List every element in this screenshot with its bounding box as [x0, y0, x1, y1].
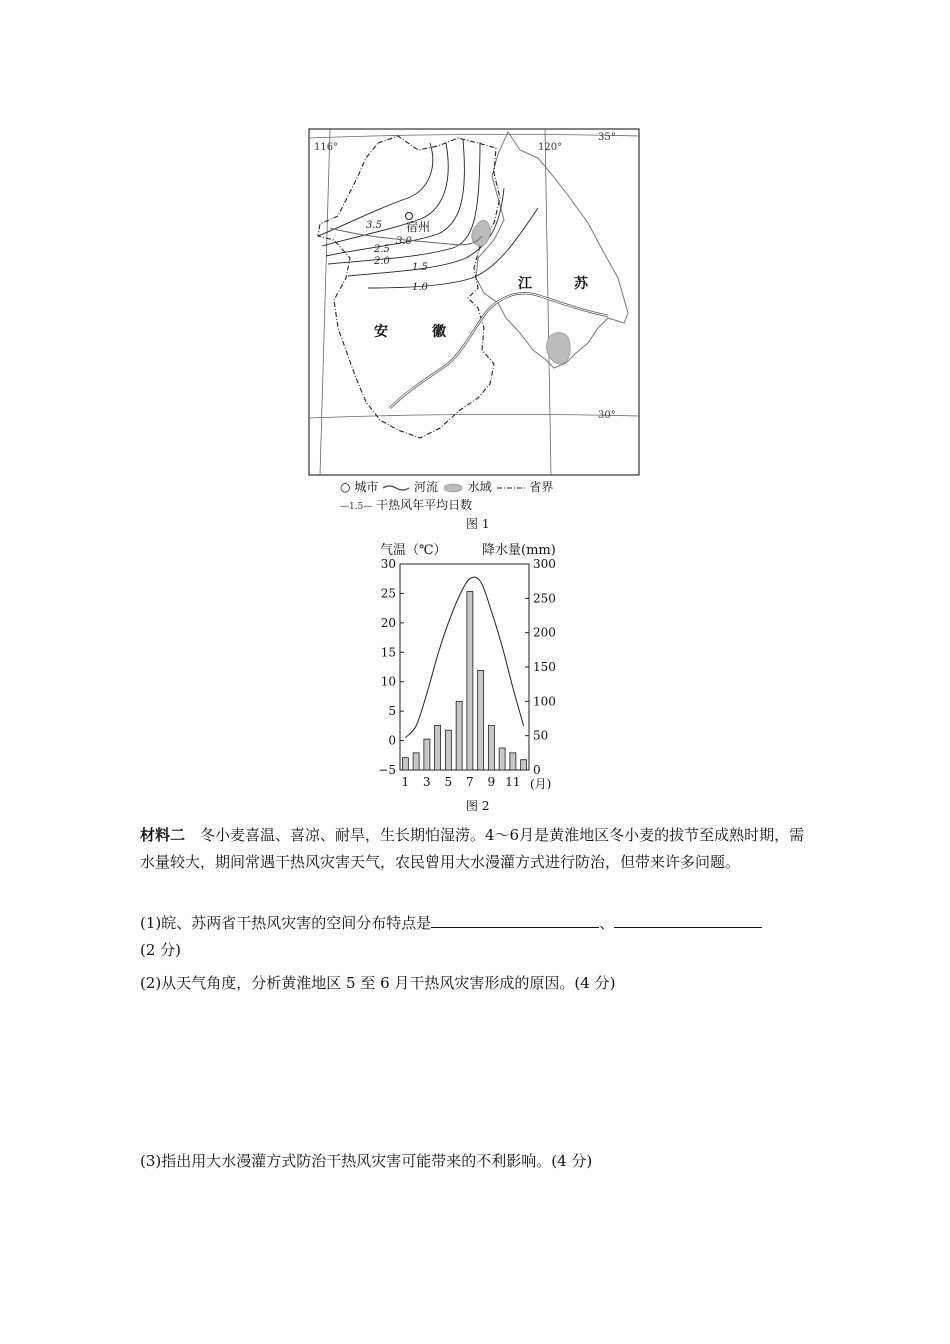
question-1-score: (2 分)	[140, 941, 182, 959]
left-tick-label: 20	[380, 615, 396, 630]
isoline-label-3.5: 3.5	[366, 220, 382, 231]
plot-frame	[400, 564, 529, 770]
temperature-line	[405, 577, 523, 737]
map-legend-isoline: —1.5— 干热风年平均日数	[340, 498, 473, 512]
left-tick-label: 0	[388, 733, 396, 748]
figure2-chart	[360, 540, 590, 798]
x-ticks	[402, 775, 521, 789]
right-tick-label: 0	[533, 763, 541, 777]
map-frame	[309, 129, 639, 475]
precipitation-bar	[413, 753, 419, 770]
right-tick-label: 150	[533, 660, 556, 674]
right-tick-label: 50	[533, 728, 549, 743]
map-legend	[340, 478, 553, 495]
question-1-text: (1)皖、苏两省干热风灾害的空间分布特点是	[140, 914, 432, 932]
precipitation-bar	[435, 725, 441, 770]
x-tick-label: 1	[401, 775, 410, 789]
question-1	[140, 910, 812, 964]
left-axis-label: 气温（℃）	[380, 543, 447, 558]
right-tick-label: 250	[533, 591, 556, 606]
lat-label-35: 35°	[598, 132, 616, 143]
border-legend-icon	[496, 484, 526, 492]
water-legend-icon	[442, 483, 464, 493]
x-unit-label: (月)	[530, 777, 552, 791]
x-tick-label: 11	[505, 775, 521, 789]
lon-label-116: 116°	[314, 142, 339, 153]
isoline-label-1.0: 1.0	[412, 282, 428, 293]
city-marker	[406, 213, 413, 220]
x-tick-label: 3	[423, 775, 431, 789]
left-tick-label: 10	[380, 674, 396, 689]
precipitation-bar	[445, 730, 451, 770]
question-3: (3)指出用大水漫灌方式防治干热风灾害可能带来的不利影响。(4 分)	[140, 1152, 593, 1170]
x-tick-label: 9	[487, 775, 496, 789]
right-ticks	[525, 557, 556, 777]
figure1-map	[308, 128, 640, 476]
question-1-separator: 、	[599, 914, 615, 932]
isoline-label-2.0: 2.0	[374, 256, 390, 267]
x-tick-label: 5	[444, 775, 453, 789]
legend-isoline-sample: 1.5	[349, 502, 364, 512]
precipitation-bar	[456, 701, 462, 770]
right-tick-label: 200	[533, 625, 556, 640]
lat-label-30: 30°	[598, 410, 616, 421]
material-two-paragraph	[140, 822, 812, 876]
left-tick-label: 30	[380, 557, 396, 571]
province-label-jiang: 江	[518, 276, 532, 292]
precipitation-bar	[499, 748, 505, 770]
question-2: (2)从天气角度，分析黄淮地区 5 至 6 月干热风灾害形成的原因。(4 分)	[140, 974, 616, 992]
precipitation-bar	[510, 753, 516, 770]
precipitation-bar	[478, 670, 484, 770]
x-tick-label: 7	[466, 775, 474, 789]
figure2-caption: 图 2	[466, 799, 490, 813]
legend-city: 城市	[354, 480, 379, 494]
material-label: 材料二	[140, 826, 186, 844]
left-tick-label: 15	[380, 645, 396, 660]
map-svg	[308, 128, 640, 476]
province-label-an: 安	[374, 324, 388, 340]
chart-svg	[360, 540, 590, 798]
answer-blank-2[interactable]	[614, 911, 762, 928]
precipitation-bar	[488, 725, 494, 770]
material-body: 冬小麦喜温、喜凉、耐旱，生长期怕湿涝。4～6月是黄淮地区冬小麦的拔节至成熟时期，需水量较大，期间常遇干热风灾害天气，农民曾用大水漫灌方式进行防治，但带来许多问题。	[140, 826, 805, 871]
province-label-su: 苏	[574, 276, 588, 292]
isoline-legend-icon: —	[340, 502, 349, 512]
right-tick-label: 100	[533, 694, 556, 709]
left-tick-label: 25	[380, 586, 396, 601]
legend-river: 河流	[413, 480, 438, 494]
precipitation-bar	[521, 760, 527, 770]
province-label-hui: 徽	[432, 324, 446, 340]
precipitation-bar	[424, 739, 430, 770]
isoline-label-3.0: 3.0	[396, 236, 412, 247]
answer-blank-1[interactable]	[431, 911, 599, 928]
city-label-suzhou: 宿州	[406, 220, 431, 234]
precipitation-bar	[467, 591, 473, 770]
right-tick-label: 300	[533, 557, 556, 571]
lon-label-120: 120°	[538, 142, 563, 153]
left-tick-label: 5	[388, 704, 396, 719]
legend-border: 省界	[529, 480, 554, 494]
right-axis-label: 降水量(mm)	[482, 543, 556, 558]
left-tick-label: −5	[378, 763, 396, 777]
river-legend-icon	[382, 484, 410, 492]
isoline-label-2.5: 2.5	[374, 244, 390, 255]
figure1-caption: 图 1	[466, 517, 490, 531]
legend-isoline: 干热风年平均日数	[376, 498, 473, 512]
precipitation-bar	[402, 758, 408, 770]
isoline-label-1.5: 1.5	[412, 262, 428, 273]
precipitation-bars	[402, 591, 526, 770]
city-legend-icon: ○	[340, 480, 351, 494]
legend-water: 水域	[467, 480, 492, 494]
